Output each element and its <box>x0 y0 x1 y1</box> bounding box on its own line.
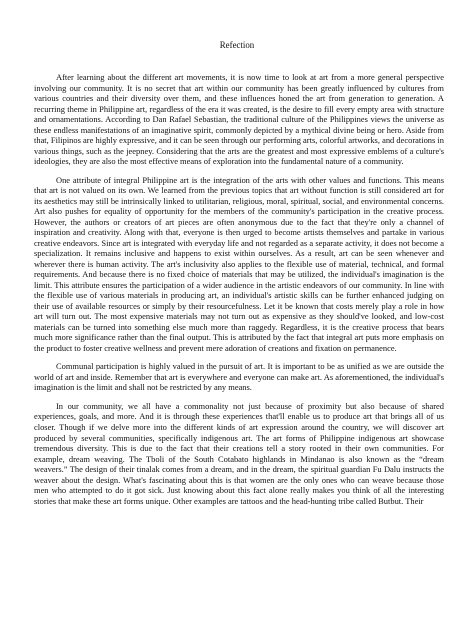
paragraph-4: In our community, we all have a commonality not just because of proximity but also because of shared experiences, goals, and more. And it is through these experiences that'll enable us to produce art that brings all of us closer. Though if we delve more into the different kinds of art expression around the country, we will discover art produced by several communities, specifically indigenous art. The art forms of Philippine indigenous art showcase tremendous diversity. This is due to the fact that their creations tell a story rooted in their own communities. For example, dream weaving. The Tboli of the South Cotabato highlands in Mindanao is also known as the “dream weavers.” The design of their tinalak comes from a dream, and in the dream, the spiritual guardian Fu Dalu instructs the weaver about the design. What's fascinating about this is that women are the only ones who can weave because those men who attempted to do it got sick. Just knowing about this fact alone really makes you think of all the interesting stories that make these art forms unique. Other examples are tattoos and the head-hunting tribe called Butbut. Their <box>34 400 444 506</box>
paragraph-3: Communal participation is highly valued in the pursuit of art. It is important to be as unified as we are outside the world of art and inside. Remember that art is everywhere and everyone can make art. As aforementioned, the individual's imagination is the limit and shall not be restricted by any means. <box>34 361 444 393</box>
document-body <box>34 72 444 514</box>
paragraph-1: After learning about the different art movements, it is now time to look at art from a more general perspective involving our community. It is no secret that art within our community has been greatly influenced by cultures from various countries and their diversity over them, and these influences honed the art from generation to generation. A recurring theme in Philippine art, regardless of the era it was created, is the desire to fill every empty area with structure and ornamentations. According to Dan Rafael Sebastian, the traditional culture of the Philippines views the universe as these endless manifestations of an imaginative spirit, commonly depicted by a mythical divine being or hero. Aside from that, Filipinos are highly expressive, and it can be seen through our performing arts, colorful artworks, and decorations in various things, such as the jeepney. Considering that the arts are the greatest and most expressive emblems of a culture's ideologies, they are also the most effective means of exploration into the fundamental nature of a community. <box>34 72 444 167</box>
document-title: Refection <box>219 40 255 50</box>
paragraph-2: One attribute of integral Philippine art is the integration of the arts with other values and functions. This means that art is not valued on its own. We learned from the previous topics that art without function is still considered art for its aesthetics may still be intrinsically linked to utilitarian, religious, moral, spiritual, social, and environmental concerns. Art also pushes for equality of opportunity for the members of the community's participation in the creative process. However, the authors or creators of art pieces are often anonymous due to the fact that they're only a channel of inspiration and creativity. Along with that, everyone is then urged to become artists themselves and partake in various creative endeavors. Since art is integrated with everyday life and not regarded as a separate activity, it does not become a specialization. It remains inclusive and happens to exist within ourselves. As a result, art can be seen whenever and wherever there is human activity. The art's inclusivity also applies to the flexible use of material, technical, and formal requirements. And because there is no fixed choice of materials that may be utilized, the individual's imagination is the limit. This attribute ensures the participation of a wider audience in the artistic endeavors of our community. In line with the flexible use of various materials in producing art, an individual's artistic skills can be further enhanced judging on their use of available resources or simply by their resourcefulness. Let it be known that costs merely play a role in how art will turn out. The most expensive materials may not turn out as expensive as they should've looked, and low-cost materials can be turned into something else much more than raggedy. Regardless, it is the creative process that bears much more significance rather than the final output. This is attributed by the fact that integral art puts more emphasis on the product to foster creative wellness and prevent mere adoration of creations and fixation on permanence. <box>34 174 444 353</box>
